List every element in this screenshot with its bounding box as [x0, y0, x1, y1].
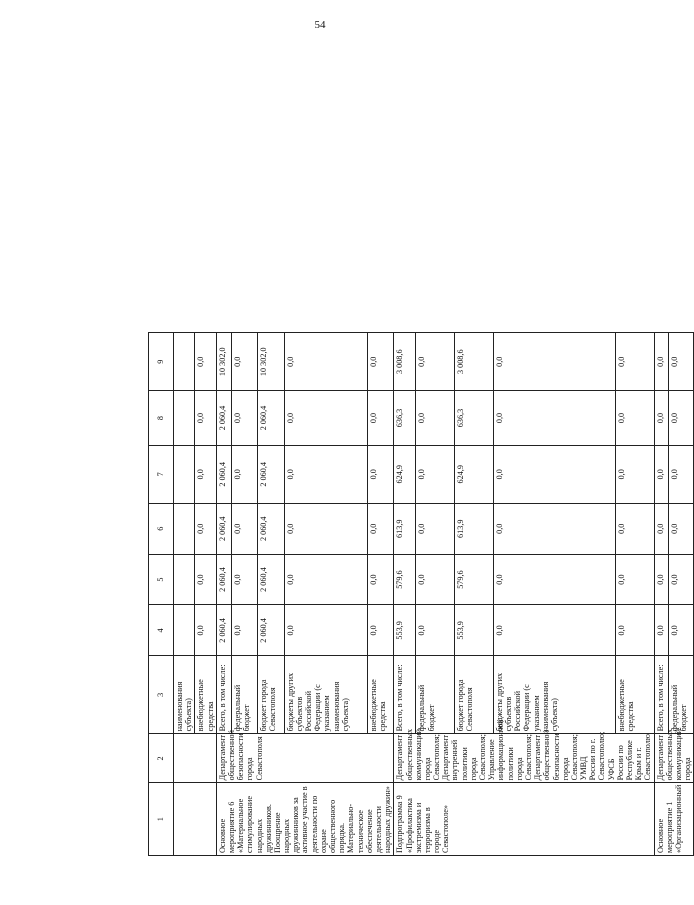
- header-cell: 5: [149, 554, 174, 605]
- funding-source-cell: внебюджетные средства: [367, 656, 393, 734]
- value-cell: 0,0: [367, 554, 393, 605]
- value-cell: 624,9: [455, 445, 494, 503]
- value-cell: 2 060,4: [258, 605, 284, 656]
- value-cell: 2 060,4: [258, 554, 284, 605]
- value-cell: 2 060,4: [216, 554, 231, 605]
- value-cell: [174, 554, 195, 605]
- value-cell: 2 060,4: [258, 391, 284, 445]
- header-cell: 6: [149, 503, 174, 554]
- executor-cell: Департамент общественной безопасности города Севастополя: [216, 734, 394, 783]
- value-cell: 0,0: [615, 554, 654, 605]
- value-cell: 0,0: [668, 391, 693, 445]
- page-number: 54: [314, 19, 326, 31]
- value-cell: 0,0: [284, 445, 367, 503]
- value-cell: 0,0: [668, 445, 693, 503]
- value-cell: 3 008,6: [455, 333, 494, 391]
- value-cell: 579,6: [455, 554, 494, 605]
- value-cell: 0,0: [231, 503, 257, 554]
- value-cell: 0,0: [654, 554, 668, 605]
- value-cell: 0,0: [615, 503, 654, 554]
- value-cell: [174, 503, 195, 554]
- table-row: [216, 59, 231, 856]
- value-cell: 0,0: [284, 503, 367, 554]
- value-cell: 0,0: [668, 605, 693, 656]
- value-cell: 0,0: [654, 333, 668, 391]
- value-cell: 0,0: [416, 503, 455, 554]
- value-cell: 0,0: [668, 333, 693, 391]
- value-cell: 2 060,4: [258, 445, 284, 503]
- header-cell: 2: [149, 734, 174, 783]
- value-cell: 0,0: [195, 605, 216, 656]
- value-cell: 0,0: [284, 605, 367, 656]
- table-row: [174, 59, 195, 856]
- value-cell: 0,0: [367, 605, 393, 656]
- activity-cell: Основное мероприятие 1 «Организационный: [654, 783, 694, 856]
- value-cell: 0,0: [195, 445, 216, 503]
- value-cell: 0,0: [367, 391, 393, 445]
- funding-source-cell: внебюджетные средства: [615, 656, 654, 734]
- value-cell: 2 060,4: [216, 391, 231, 445]
- value-cell: 0,0: [231, 605, 257, 656]
- value-cell: 636,3: [394, 391, 416, 445]
- header-cell: 1: [149, 783, 174, 856]
- value-cell: 0,0: [231, 333, 257, 391]
- value-cell: 0,0: [668, 503, 693, 554]
- funding-source-cell: Всего, в том числе:: [216, 656, 231, 734]
- value-cell: 0,0: [367, 503, 393, 554]
- value-cell: 10 302,0: [216, 333, 231, 391]
- value-cell: [174, 445, 195, 503]
- value-cell: 0,0: [195, 503, 216, 554]
- value-cell: 613,9: [455, 503, 494, 554]
- value-cell: 0,0: [195, 333, 216, 391]
- value-cell: 0,0: [493, 605, 615, 656]
- value-cell: 0,0: [416, 605, 455, 656]
- header-cell: 7: [149, 445, 174, 503]
- value-cell: 0,0: [284, 333, 367, 391]
- value-cell: 0,0: [284, 554, 367, 605]
- activity-cell: Основное мероприятие 6 «Материальное стимулирование народных дружинников. Поощрение народных дружинников за активное участие в деятельности по охране общественного порядка. Материально-техническое обеспечение деятельности народных дружин»: [216, 783, 394, 856]
- funding-source-cell: наименования субъекта): [174, 656, 195, 734]
- value-cell: 0,0: [493, 503, 615, 554]
- executor-cell: Департамент общественных коммуникаций города Севастополя; Департамент внутренней политики города Севастополя; Управление информационной политики города Севастополя; Департамент общественной безопасности города Севастополя; УМВД России по г. Севастополю; УФСБ России по Республике Крым и г. Севастополю: [394, 734, 654, 783]
- value-cell: 0,0: [231, 554, 257, 605]
- funding-source-cell: федеральный бюджет: [416, 656, 455, 734]
- value-cell: 0,0: [416, 333, 455, 391]
- table-row: [394, 59, 416, 856]
- funding-source-cell: бюджеты других субъектов Российской Федерации (с указанием наименования субъекта): [284, 656, 367, 734]
- executor-cell: [174, 734, 217, 783]
- header-cell: 3: [149, 656, 174, 734]
- value-cell: 3 008,6: [394, 333, 416, 391]
- value-cell: 0,0: [493, 554, 615, 605]
- value-cell: 553,9: [455, 605, 494, 656]
- value-cell: 0,0: [654, 445, 668, 503]
- header-cell: 9: [149, 333, 174, 391]
- value-cell: 0,0: [195, 554, 216, 605]
- value-cell: 636,3: [455, 391, 494, 445]
- value-cell: 0,0: [416, 391, 455, 445]
- value-cell: 0,0: [195, 391, 216, 445]
- value-cell: [174, 333, 195, 391]
- header-cell: 4: [149, 605, 174, 656]
- value-cell: 0,0: [367, 445, 393, 503]
- value-cell: 2 060,4: [216, 503, 231, 554]
- value-cell: 0,0: [654, 605, 668, 656]
- rotated-table-container: [148, 58, 693, 856]
- value-cell: 0,0: [668, 554, 693, 605]
- executor-cell: Департамент общественных коммуникаций города: [654, 734, 694, 783]
- value-cell: 0,0: [493, 333, 615, 391]
- value-cell: 0,0: [615, 605, 654, 656]
- value-cell: 624,9: [394, 445, 416, 503]
- activity-cell: Подпрограмма 9 «Профилактика экстремизма и терроризма в городе Севастополе»: [394, 783, 654, 856]
- activity-cell: [174, 783, 217, 856]
- funding-source-cell: федеральный бюджет: [668, 656, 693, 734]
- value-cell: 2 060,4: [216, 605, 231, 656]
- value-cell: 2 060,4: [216, 445, 231, 503]
- value-cell: 0,0: [231, 391, 257, 445]
- value-cell: 0,0: [615, 445, 654, 503]
- rotated-table-frame: [148, 58, 693, 856]
- value-cell: 0,0: [284, 391, 367, 445]
- value-cell: 0,0: [367, 333, 393, 391]
- value-cell: [174, 391, 195, 445]
- header-row: [149, 59, 174, 856]
- value-cell: 0,0: [493, 391, 615, 445]
- table-row: [654, 59, 668, 856]
- header-cell: 8: [149, 391, 174, 445]
- value-cell: 0,0: [654, 391, 668, 445]
- funding-source-cell: бюджет города Севастополя: [258, 656, 284, 734]
- value-cell: 2 060,4: [258, 503, 284, 554]
- value-cell: 0,0: [231, 445, 257, 503]
- funding-source-cell: внебюджетные средства: [195, 656, 216, 734]
- value-cell: 579,6: [394, 554, 416, 605]
- value-cell: 0,0: [416, 554, 455, 605]
- value-cell: 0,0: [493, 445, 615, 503]
- budget-table: [148, 58, 694, 856]
- value-cell: 0,0: [654, 503, 668, 554]
- funding-source-cell: федеральный бюджет: [231, 656, 257, 734]
- funding-source-cell: бюджеты других субъектов Российской Федерации (с указанием наименования субъекта): [493, 656, 615, 734]
- value-cell: 613,9: [394, 503, 416, 554]
- value-cell: 0,0: [615, 391, 654, 445]
- value-cell: 0,0: [615, 333, 654, 391]
- funding-source-cell: Всего, в том числе:: [654, 656, 668, 734]
- value-cell: 0,0: [416, 445, 455, 503]
- value-cell: 10 302,0: [258, 333, 284, 391]
- funding-source-cell: Всего, в том числе:: [394, 656, 416, 734]
- funding-source-cell: бюджет города Севастополя: [455, 656, 494, 734]
- value-cell: [174, 605, 195, 656]
- value-cell: 553,9: [394, 605, 416, 656]
